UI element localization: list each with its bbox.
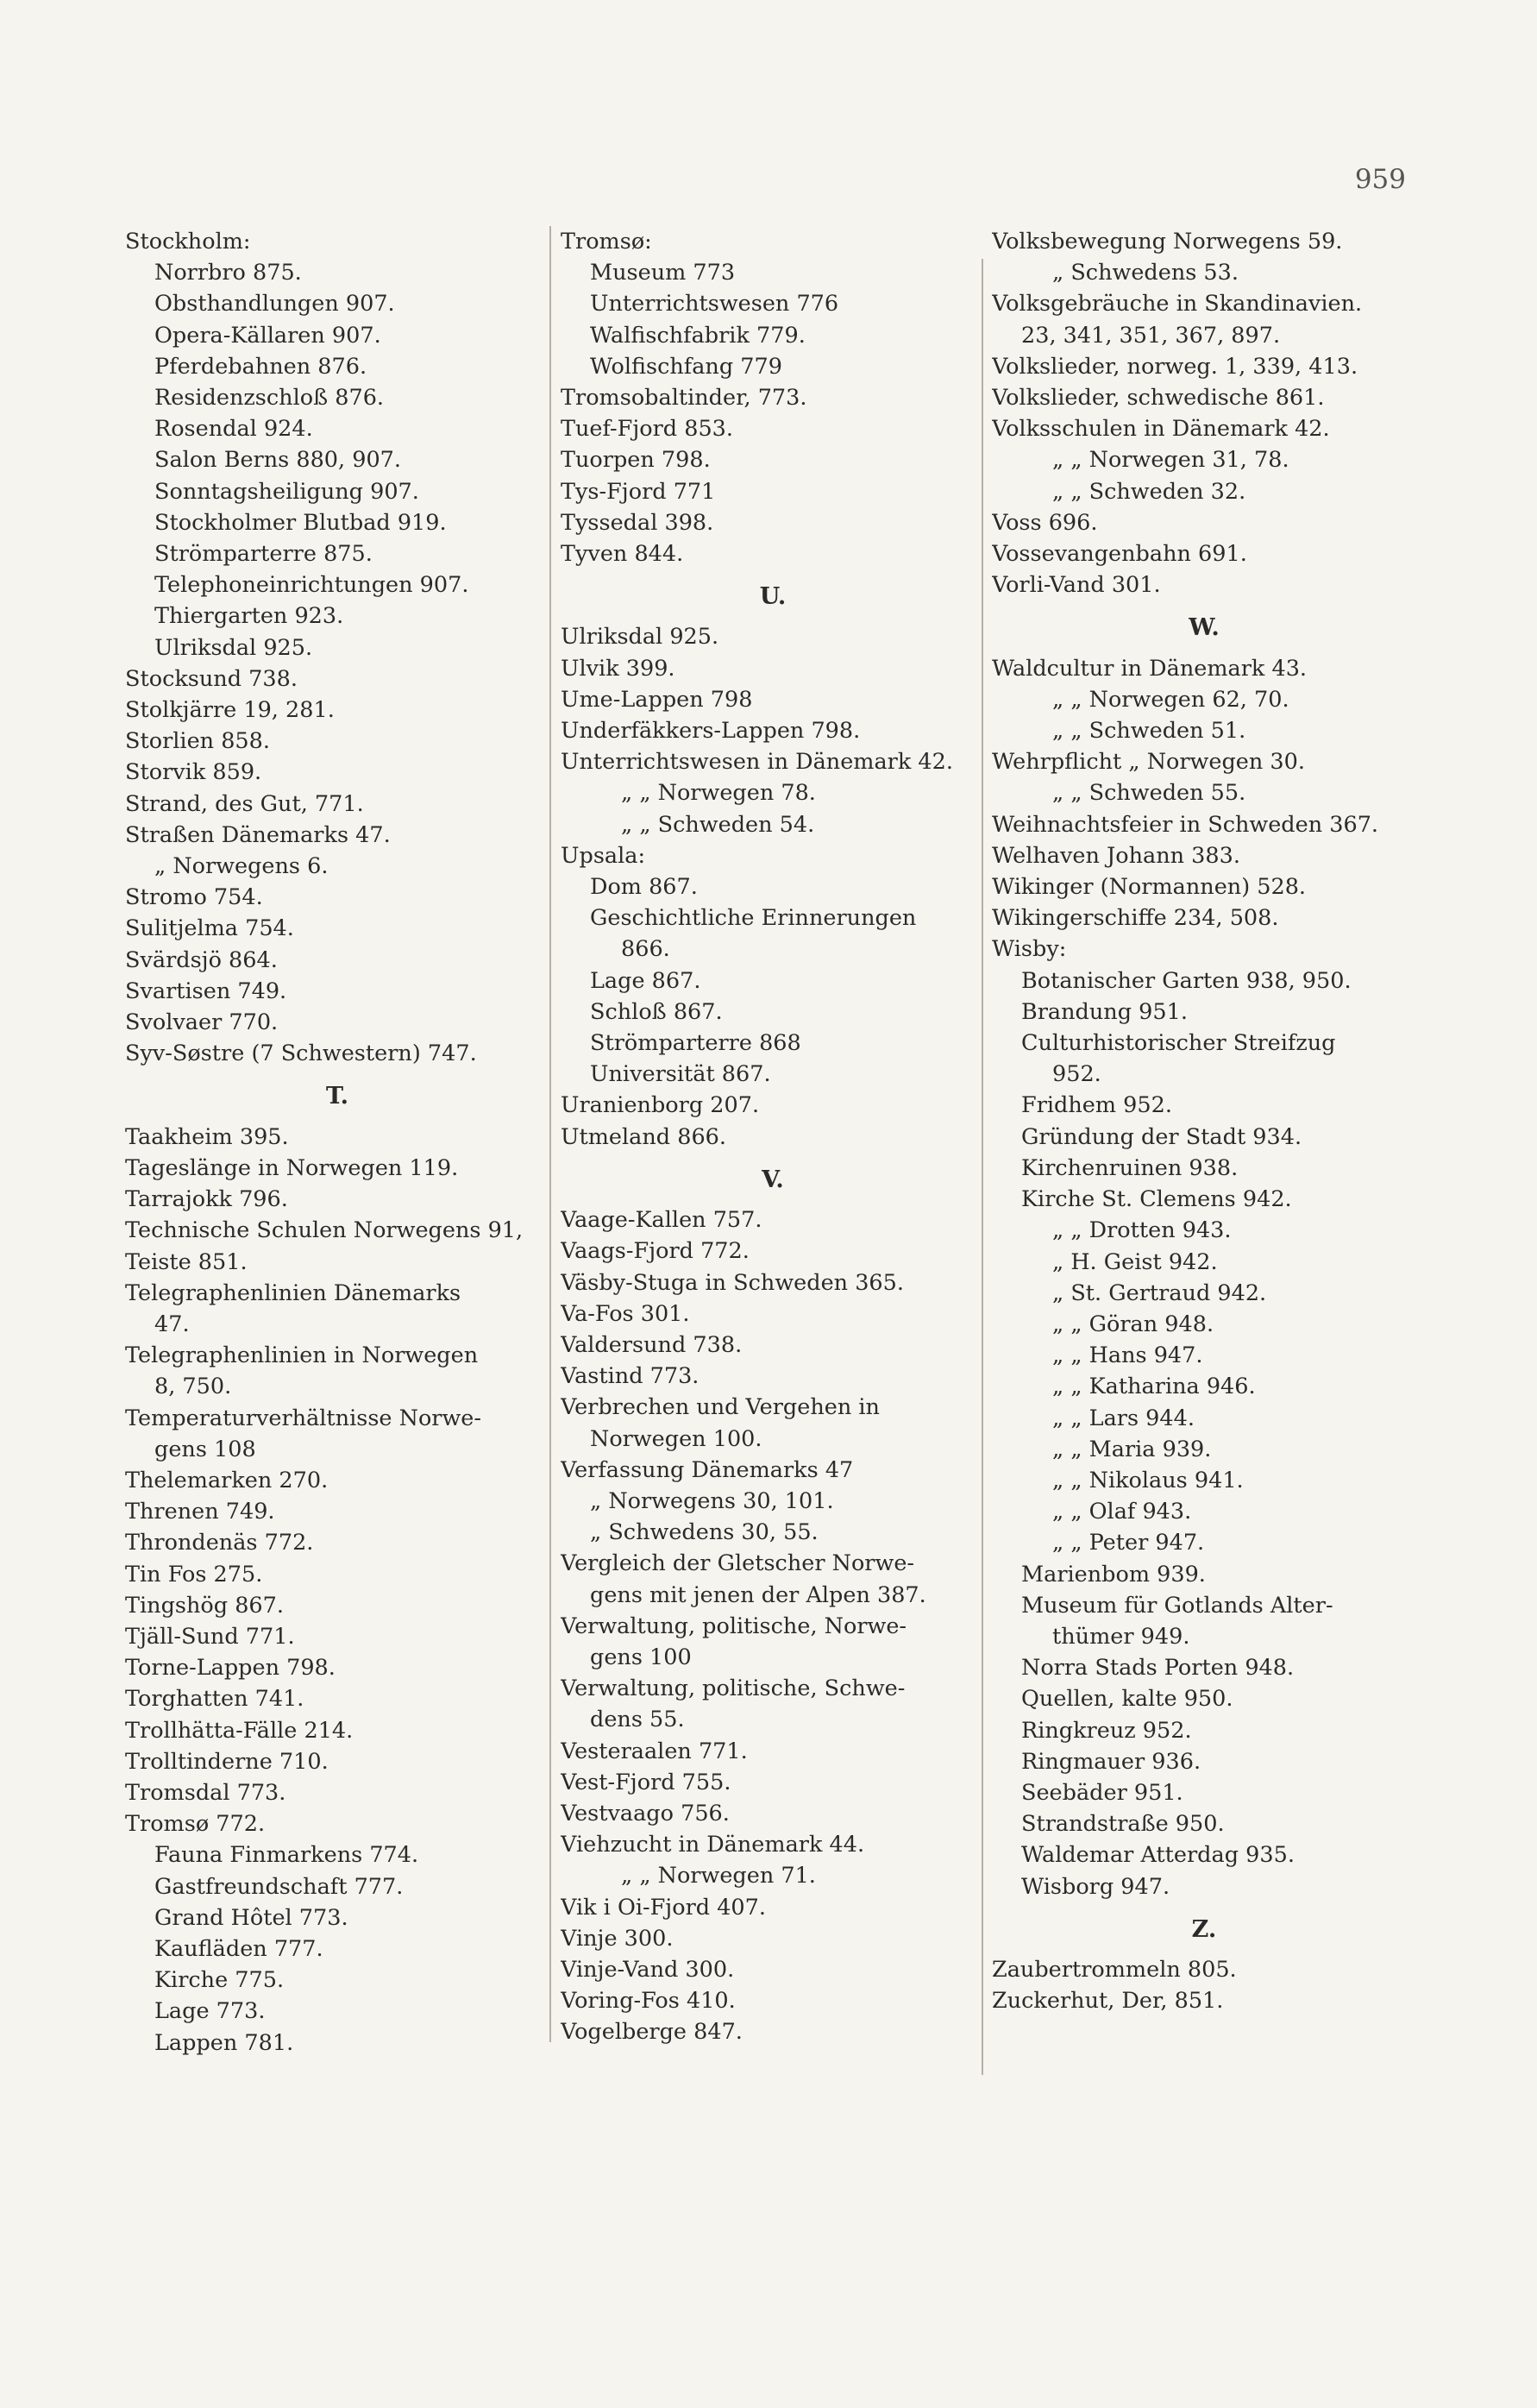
index-entry: Lage 867.	[590, 967, 701, 994]
index-entry: Tys-Fjord 771	[561, 478, 716, 505]
index-entry: Wehrpflicht „ Norwegen 30.	[992, 749, 1305, 776]
index-entry: Volkslieder, norweg. 1, 339, 413.	[992, 353, 1358, 380]
index-entry: „ „ Maria 939.	[1052, 1436, 1212, 1462]
index-entry: 23, 341, 351, 367, 897.	[1021, 322, 1281, 349]
index-entry: Uranienborg 207.	[561, 1092, 760, 1119]
index-entry: Strömparterre 875.	[154, 541, 373, 568]
index-entry: „ „ Hans 947.	[1052, 1342, 1203, 1369]
index-entry: Tyssedal 398.	[561, 509, 714, 536]
index-entry: Tromsø 772.	[125, 1811, 266, 1838]
index-entry: Geschichtliche Erinnerungen	[590, 905, 917, 932]
index-entry: „ „ Norwegen 31, 78.	[1052, 447, 1289, 474]
index-column-3	[992, 226, 1416, 2016]
index-entry: Wisborg 947.	[1021, 1873, 1170, 1900]
index-entry: Welhaven Johann 383.	[992, 842, 1240, 869]
index-entry: dens 55.	[590, 1707, 685, 1733]
index-entry: Underfäkkers-Lappen 798.	[561, 718, 861, 745]
index-entry: Gründung der Stadt 934.	[1021, 1123, 1302, 1150]
index-entry: Ulriksdal 925.	[561, 624, 719, 651]
index-entry: „ St. Gertraud 942.	[1052, 1279, 1267, 1306]
index-entry: Strand, des Gut, 771.	[125, 790, 364, 817]
index-entry: Stromo 754.	[125, 884, 263, 911]
index-entry: Verbrechen und Vergehen in	[561, 1394, 880, 1421]
index-entry: Vogelberge 847.	[561, 2019, 743, 2046]
index-entry: „ „ Norwegen 78.	[621, 780, 816, 807]
index-entry: Tarrajokk 796.	[125, 1186, 288, 1213]
index-entry: Quellen, kalte 950.	[1021, 1686, 1233, 1713]
index-entry: gens 108	[154, 1436, 256, 1462]
index-entry: Trolltinderne 710.	[125, 1748, 329, 1775]
index-entry: „ „ Lars 944.	[1052, 1405, 1195, 1431]
index-entry: Teiste 851.	[125, 1248, 248, 1275]
index-entry: Unterrichtswesen 776	[590, 291, 839, 318]
index-entry: Trollhätta-Fälle 214.	[125, 1717, 354, 1744]
index-entry: Volksschulen in Dänemark 42.	[992, 416, 1330, 443]
index-entry: Ume-Lappen 798	[561, 686, 753, 713]
index-entry: 47.	[154, 1311, 190, 1337]
index-entry: Wikingerschiffe 234, 508.	[992, 905, 1279, 932]
index-entry: Technische Schulen Norwegens 91,	[125, 1217, 524, 1244]
index-entry: Stocksund 738.	[125, 665, 298, 692]
index-entry: Museum 773	[590, 260, 736, 286]
index-entry: Vastind 773.	[561, 1363, 699, 1390]
index-entry: Telegraphenlinien in Norwegen	[125, 1342, 479, 1369]
index-entry: Tageslänge in Norwegen 119.	[125, 1154, 459, 1181]
index-entry: Temperaturverhältnisse Norwe-	[125, 1405, 482, 1431]
index-entry: Syv-Søstre (7 Schwestern) 747.	[125, 1041, 477, 1067]
index-entry: Telephoneinrichtungen 907.	[154, 572, 469, 599]
index-entry: 866.	[621, 936, 670, 963]
section-letter-heading: T.	[325, 1083, 348, 1110]
index-entry: Marienbom 939.	[1021, 1561, 1206, 1588]
index-entry: Norwegen 100.	[590, 1425, 762, 1452]
index-entry: Seebäder 951.	[1021, 1779, 1183, 1806]
index-column-2	[561, 226, 985, 2048]
section-letter-heading: W.	[1189, 614, 1220, 642]
index-entry: Vinje-Vand 300.	[561, 1956, 735, 1983]
index-entry: Thelemarken 270.	[125, 1467, 329, 1493]
index-entry: Verwaltung, politische, Schwe-	[561, 1676, 906, 1702]
index-entry: „ H. Geist 942.	[1052, 1248, 1218, 1275]
index-entry: Tyven 844.	[561, 541, 684, 568]
index-entry: Ulriksdal 925.	[154, 634, 313, 661]
index-entry: Tuef-Fjord 853.	[561, 416, 734, 443]
index-entry: Vik i Oi-Fjord 407.	[561, 1894, 766, 1921]
index-entry: Tjäll-Sund 771.	[125, 1623, 295, 1650]
index-entry: „ Schwedens 53.	[1052, 260, 1239, 286]
index-entry: Svärdsjö 864.	[125, 946, 278, 973]
index-entry: „ „ Schweden 55.	[1052, 780, 1246, 807]
index-entry: Fauna Finmarkens 774.	[154, 1842, 419, 1869]
index-entry: Zaubertrommeln 805.	[992, 1956, 1237, 1983]
page-number: 959	[1354, 164, 1406, 195]
index-entry: Sulitjelma 754.	[125, 915, 294, 942]
index-entry: Storlien 858.	[125, 728, 270, 755]
index-entry: Lage 773.	[154, 1998, 266, 2025]
index-entry: Tuorpen 798.	[561, 447, 711, 474]
section-letter-heading: Z.	[1191, 1915, 1217, 1943]
index-entry: 8, 750.	[154, 1374, 232, 1400]
index-entry: Residenzschloß 876.	[154, 385, 385, 412]
index-entry: Straßen Dänemarks 47.	[125, 821, 391, 848]
index-entry: Opera-Källaren 907.	[154, 322, 381, 349]
index-entry: „ „ Olaf 943.	[1052, 1499, 1192, 1525]
index-entry: Museum für Gotlands Alter-	[1021, 1592, 1333, 1619]
index-entry: „ „ Peter 947.	[1052, 1530, 1205, 1556]
index-entry: Voring-Fos 410.	[561, 1988, 736, 2015]
index-entry: Vorli-Vand 301.	[992, 572, 1161, 599]
index-entry: „ „ Schweden 54.	[621, 811, 815, 838]
index-entry: Wolfischfang 779	[590, 353, 782, 380]
index-entry: Unterrichtswesen in Dänemark 42.	[561, 749, 953, 776]
index-entry: „ „ Göran 948.	[1052, 1311, 1214, 1337]
index-entry: Stockholmer Blutbad 919.	[154, 509, 447, 536]
index-entry: Waldcultur in Dänemark 43.	[992, 655, 1308, 682]
index-entry: Fridhem 952.	[1021, 1092, 1172, 1119]
index-entry: Wikinger (Normannen) 528.	[992, 874, 1307, 901]
index-entry: Vergleich der Gletscher Norwe-	[561, 1550, 915, 1577]
index-entry: Taakheim 395.	[125, 1123, 289, 1150]
index-entry: Verfassung Dänemarks 47	[561, 1456, 854, 1483]
index-entry: Walfischfabrik 779.	[590, 322, 806, 349]
index-entry: Vaage-Kallen 757.	[561, 1207, 762, 1234]
index-entry: Svartisen 749.	[125, 978, 287, 1004]
index-entry: Botanischer Garten 938, 950.	[1021, 967, 1352, 994]
index-entry: Voss 696.	[992, 509, 1098, 536]
index-entry: Kirche 775.	[154, 1967, 285, 1994]
index-entry: Tingshög 867.	[125, 1592, 284, 1619]
index-entry: Ringmauer 936.	[1021, 1748, 1201, 1775]
index-entry: Zuckerhut, Der, 851.	[992, 1988, 1224, 2015]
index-entry: Dom 867.	[590, 874, 698, 901]
index-entry: gens mit jenen der Alpen 387.	[590, 1581, 926, 1608]
index-entry: Schloß 867.	[590, 998, 723, 1025]
index-entry: „ „ Norwegen 71.	[621, 1863, 816, 1889]
index-entry: Norrbro 875.	[154, 260, 302, 286]
index-entry: Viehzucht in Dänemark 44.	[561, 1832, 865, 1858]
index-entry: Vossevangenbahn 691.	[992, 541, 1247, 568]
index-entry: Verwaltung, politische, Norwe-	[561, 1613, 907, 1639]
index-entry: Universität 867.	[590, 1061, 771, 1088]
index-entry: Pferdebahnen 876.	[154, 353, 367, 380]
index-entry: Väsby-Stuga in Schweden 365.	[561, 1269, 904, 1296]
index-entry: Waldemar Atterdag 935.	[1021, 1842, 1295, 1869]
index-entry: gens 100	[590, 1644, 692, 1670]
index-entry: „ „ Norwegen 62, 70.	[1052, 686, 1289, 713]
index-entry: Tromsø:	[561, 229, 652, 255]
index-entry: „ Norwegens 6.	[154, 853, 329, 880]
section-letter-heading: V.	[762, 1166, 784, 1193]
index-entry: Culturhistorischer Streifzug	[1021, 1030, 1336, 1057]
index-entry: Telegraphenlinien Dänemarks	[125, 1279, 461, 1306]
index-entry: Volkslieder, schwedische 861.	[992, 385, 1325, 412]
index-entry: „ „ Katharina 946.	[1052, 1374, 1256, 1400]
index-entry: Torghatten 741.	[125, 1686, 304, 1713]
column-divider	[549, 226, 551, 2042]
index-entry: Tromsobaltinder, 773.	[561, 385, 807, 412]
index-entry: Threnen 749.	[125, 1499, 275, 1525]
index-entry: „ „ Nikolaus 941.	[1052, 1467, 1244, 1493]
index-entry: „ Norwegens 30, 101.	[590, 1487, 834, 1514]
index-entry: Wisby:	[992, 936, 1067, 963]
index-entry: Vest-Fjord 755.	[561, 1769, 731, 1795]
index-column-1	[125, 226, 549, 2059]
index-entry: Norra Stads Porten 948.	[1021, 1655, 1295, 1682]
index-entry: „ „ Drotten 943.	[1052, 1217, 1232, 1244]
index-entry: Storvik 859.	[125, 759, 262, 786]
index-entry: Ringkreuz 952.	[1021, 1717, 1192, 1744]
index-entry: Lappen 781.	[154, 2029, 294, 2056]
index-entry: Valdersund 738.	[561, 1331, 743, 1358]
index-entry: „ Schwedens 30, 55.	[590, 1519, 819, 1546]
index-entry: Utmeland 866.	[561, 1123, 726, 1150]
index-entry: Vesteraalen 771.	[561, 1738, 748, 1764]
index-entry: Thiergarten 923.	[154, 603, 344, 630]
index-entry: Strandstraße 950.	[1021, 1811, 1225, 1838]
index-entry: Brandung 951.	[1021, 998, 1188, 1025]
index-entry: Kaufläden 777.	[154, 1935, 323, 1962]
index-entry: Tin Fos 275.	[125, 1561, 263, 1588]
index-entry: Throndenäs 772.	[125, 1530, 314, 1556]
index-entry: Stockholm:	[125, 229, 251, 255]
index-entry: Salon Berns 880, 907.	[154, 447, 402, 474]
index-entry: „ „ Schweden 51.	[1052, 718, 1246, 745]
index-entry: Svolvaer 770.	[125, 1009, 279, 1036]
index-entry: 952.	[1052, 1061, 1101, 1088]
index-entry: Torne-Lappen 798.	[125, 1655, 336, 1682]
index-entry: Ulvik 399.	[561, 655, 675, 682]
index-entry: Vinje 300.	[561, 1925, 674, 1952]
index-entry: Tromsdal 773.	[125, 1779, 286, 1806]
section-letter-heading: U.	[759, 583, 787, 611]
index-entry: Obsthandlungen 907.	[154, 291, 395, 318]
index-entry: Kirche St. Clemens 942.	[1021, 1186, 1292, 1213]
index-entry: Volksbewegung Norwegens 59.	[992, 229, 1343, 255]
index-entry: Kirchenruinen 938.	[1021, 1154, 1239, 1181]
index-entry: Weihnachtsfeier in Schweden 367.	[992, 811, 1379, 838]
index-entry: Rosendal 924.	[154, 416, 313, 443]
index-entry: Stolkjärre 19, 281.	[125, 697, 335, 724]
index-entry: Vestvaago 756.	[561, 1800, 730, 1826]
index-entry: Sonntagsheiligung 907.	[154, 478, 419, 505]
index-entry: Volksgebräuche in Skandinavien.	[992, 291, 1363, 318]
index-entry: thümer 949.	[1052, 1623, 1190, 1650]
index-entry: Grand Hôtel 773.	[154, 1904, 348, 1931]
index-entry: Upsala:	[561, 842, 646, 869]
index-entry: Strömparterre 868	[590, 1030, 801, 1057]
index-entry: Va-Fos 301.	[561, 1300, 690, 1327]
index-entry: Gastfreundschaft 777.	[154, 1873, 404, 1900]
index-entry: Vaags-Fjord 772.	[561, 1238, 750, 1265]
index-entry: „ „ Schweden 32.	[1052, 478, 1246, 505]
